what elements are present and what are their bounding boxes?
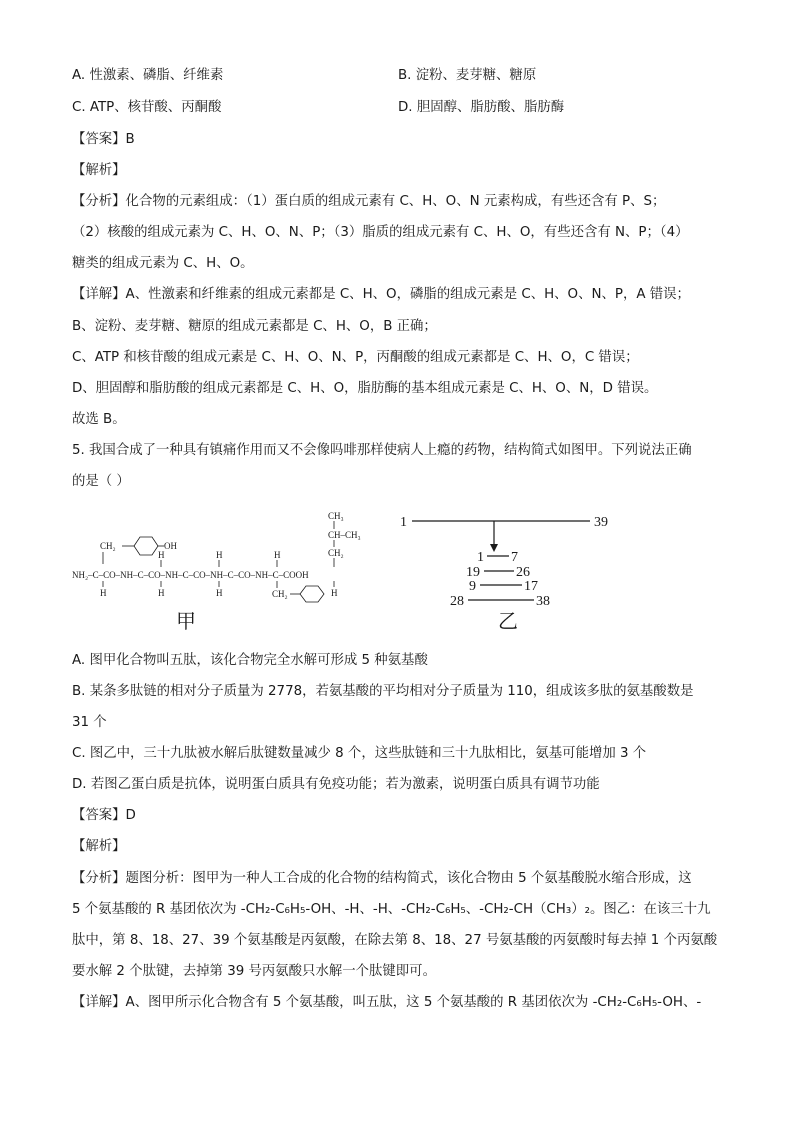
q5-answer: 【答案】D bbox=[72, 808, 136, 823]
yi-label-28: 28 bbox=[450, 594, 464, 609]
jia-ch2-left-label: CH₂ bbox=[100, 541, 116, 551]
jia-h-label: H bbox=[100, 588, 107, 598]
q5-figures bbox=[60, 498, 640, 638]
q5-fenxi-line-2: 5 个氨基酸的 R 基团依次为 -CH₂-C₆H₅-OH、-H、-H、-CH₂-C₆H₅、-CH₂-CH（CH₃）₂。图乙：在该三十九 bbox=[72, 902, 711, 917]
yi-label-39: 39 bbox=[594, 515, 608, 530]
q4-xiangjie-line-1: 【详解】A、性激素和纤维素的组成元素都是 C、H、O，磷脂的组成元素是 C、H、O、N、P，A 错误； bbox=[72, 287, 690, 302]
jia-h-label: H bbox=[274, 550, 281, 560]
q4-option-b: B. 淀粉、麦芽糖、糖原 bbox=[398, 68, 537, 83]
q4-xiangjie-line-2: B、淀粉、麦芽糖、糖原的组成元素都是 C、H、O，B 正确； bbox=[72, 319, 437, 334]
yi-label-26: 26 bbox=[516, 565, 530, 580]
jia-h-label: H bbox=[158, 550, 165, 560]
jia-backbone-label: NH₂–C–CO–NH–C–CO–NH–C–CO–NH–C–CO–NH–C–COOH bbox=[72, 570, 309, 580]
q4-fenxi-line-3: 糖类的组成元素为 C、H、O。 bbox=[72, 256, 254, 271]
yi-label-38: 38 bbox=[536, 594, 550, 609]
jia-ch-ch3-label: CH–CH₃ bbox=[328, 530, 361, 540]
q5-stem-line-1: 5. 我国合成了一种具有镇痛作用而又不会像吗啡那样使病人上瘾的药物，结构简式如图甲。下列说法正确 bbox=[72, 443, 692, 458]
yi-label-9: 9 bbox=[469, 579, 476, 594]
jia-h-label: H bbox=[331, 588, 338, 598]
q4-fenxi-line-2: （2）核酸的组成元素为 C、H、O、N、P；（3）脂质的组成元素有 C、H、O，有些还含有 N、P；（4） bbox=[72, 225, 689, 240]
jia-h-label: H bbox=[158, 588, 165, 598]
q5-option-c: C. 图乙中，三十九肽被水解后肽键数量减少 8 个，这些肽链和三十九肽相比，氨基可能增加 3 个 bbox=[72, 746, 647, 761]
yi-label-1: 1 bbox=[400, 515, 407, 530]
q4-fenxi-line-1: 【分析】化合物的元素组成：（1）蛋白质的组成元素有 C、H、O、N 元素构成，有些还含有 P、S； bbox=[72, 194, 666, 209]
q4-answer: 【答案】B bbox=[72, 132, 135, 147]
q4-option-c: C. ATP、核苷酸、丙酮酸 bbox=[72, 100, 222, 115]
yi-label-1b: 1 bbox=[477, 550, 484, 565]
q4-option-d: D. 胆固醇、脂肪酸、脂肪酶 bbox=[398, 100, 565, 115]
q5-fenxi-line-3: 肽中，第 8、18、27、39 个氨基酸是丙氨酸，在除去第 8、18、27 号氨基酸的丙氨酸时每去掉 1 个丙氨酸 bbox=[72, 933, 718, 948]
yi-caption: 乙 bbox=[498, 609, 518, 633]
q4-conclusion: 故选 B。 bbox=[72, 412, 126, 427]
jia-benzene-ring-bottom bbox=[300, 586, 324, 602]
q4-option-a: A. 性激素、磷脂、纤维素 bbox=[72, 68, 224, 83]
jia-ch2-bottom-label: CH₂ bbox=[272, 589, 288, 599]
q5-figure-svg bbox=[60, 498, 640, 638]
q5-option-b-line-1: B. 某条多肽链的相对分子质量为 2778，若氨基酸的平均相对分子质量为 110，组成该多肽的氨基酸数是 bbox=[72, 684, 694, 699]
jia-ch3-label: CH₃ bbox=[328, 511, 344, 521]
q5-xiangjie-line-1: 【详解】A、图甲所示化合物含有 5 个氨基酸，叫五肽，这 5 个氨基酸的 R 基团依次为 -CH₂-C₆H₅-OH、- bbox=[72, 995, 702, 1010]
jia-benzene-ring-top bbox=[134, 537, 158, 555]
jia-caption: 甲 bbox=[176, 609, 196, 633]
jia-oh-label: OH bbox=[164, 541, 177, 551]
yi-label-19: 19 bbox=[466, 565, 480, 580]
jia-h-label: H bbox=[216, 550, 223, 560]
q5-option-d: D. 若图乙蛋白质是抗体，说明蛋白质具有免疫功能；若为激素，说明蛋白质具有调节功能 bbox=[72, 777, 600, 792]
q5-analysis-heading: 【解析】 bbox=[72, 839, 126, 854]
yi-arrow-head bbox=[490, 544, 498, 552]
q5-fenxi-line-4: 要水解 2 个肽键，去掉第 39 号丙氨酸只水解一个肽键即可。 bbox=[72, 964, 436, 979]
yi-label-17: 17 bbox=[524, 579, 538, 594]
q4-xiangjie-line-3: C、ATP 和核苷酸的组成元素是 C、H、O、N、P，丙酮酸的组成元素都是 C、H、O，C 错误； bbox=[72, 350, 639, 365]
figure-yi bbox=[400, 515, 608, 633]
jia-ch2-top-label: CH₂ bbox=[328, 548, 344, 558]
q4-analysis-heading: 【解析】 bbox=[72, 163, 126, 178]
figure-jia bbox=[72, 511, 361, 633]
q5-option-a: A. 图甲化合物叫五肽，该化合物完全水解可形成 5 种氨基酸 bbox=[72, 653, 428, 668]
q5-fenxi-line-1: 【分析】题图分析：图甲为一种人工合成的化合物的结构简式，该化合物由 5 个氨基酸脱水缩合形成，这 bbox=[72, 871, 692, 886]
q5-stem-line-2: 的是（ ） bbox=[72, 474, 130, 489]
jia-h-label: H bbox=[216, 588, 223, 598]
q4-xiangjie-line-4: D、胆固醇和脂肪酸的组成元素都是 C、H、O，脂肪酶的基本组成元素是 C、H、O、N，D 错误。 bbox=[72, 381, 658, 396]
yi-label-7: 7 bbox=[511, 550, 518, 565]
q5-option-b-line-2: 31 个 bbox=[72, 715, 107, 730]
